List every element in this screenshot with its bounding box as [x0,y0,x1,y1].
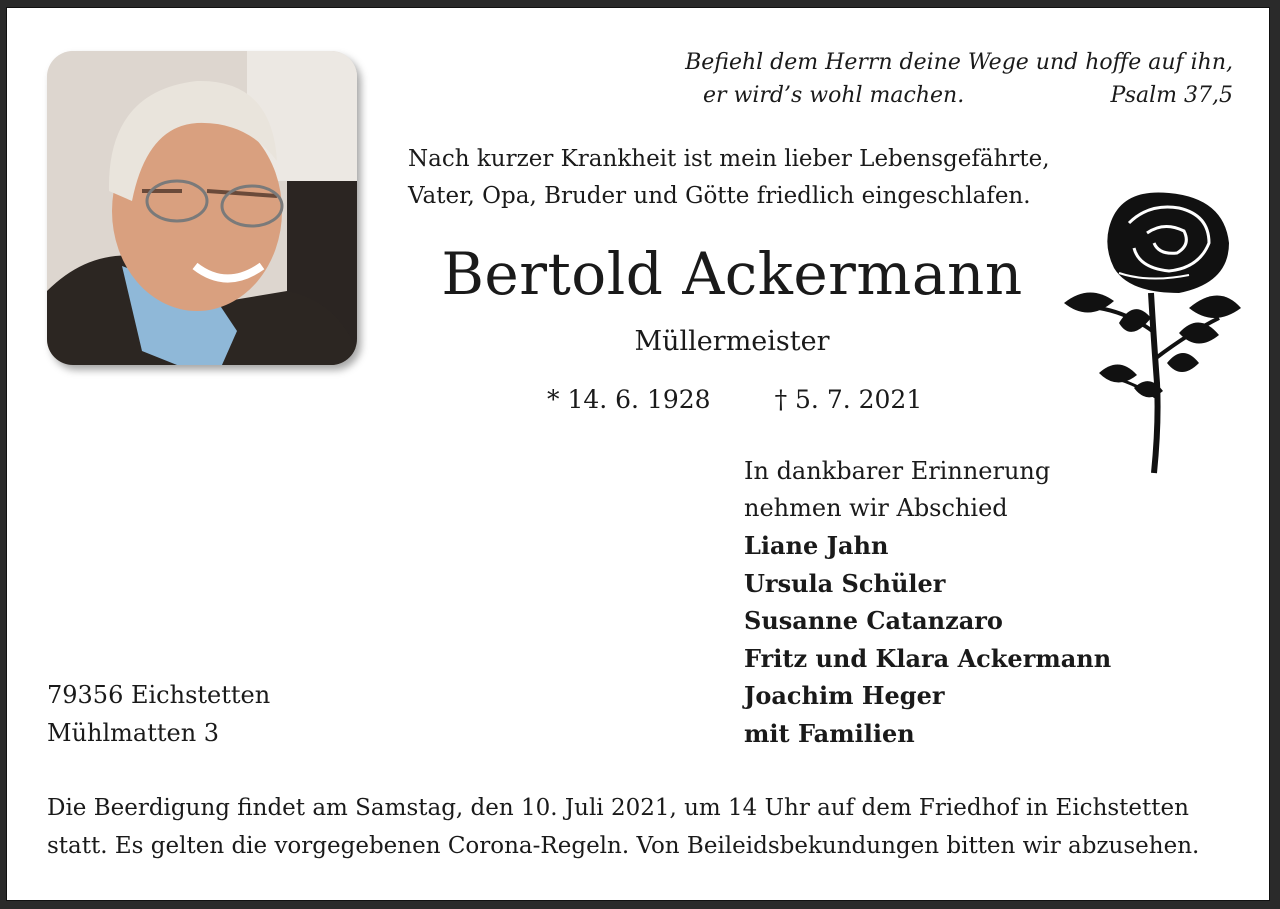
address-city: 79356 Eichstetten [47,681,271,709]
psalm-line-1: Befiehl dem Herrn deine Wege und hoffe auf ihn, [685,50,1233,75]
intro-text [408,141,1088,215]
mourners-list [744,527,1111,752]
psalm-reference: Psalm 37,5 [1110,83,1233,108]
psalm-line-2-row [673,79,1233,112]
psalm-quote [673,46,1233,112]
funeral-line-1: Die Beerdigung findet am Samstag, den 10. Juli 2021, um 14 Uhr auf dem Friedhof in Eichstetten [47,795,1189,821]
remembrance-text [744,453,1050,527]
rose-icon [1059,183,1249,483]
mourner: Liane Jahn [744,531,889,560]
deceased-name: Bertold Ackermann [441,240,1023,308]
address-block [47,676,270,752]
mourner: Fritz und Klara Ackermann [744,643,1112,673]
psalm-line-2: er wird’s wohl machen. [703,83,965,108]
remembrance-line-1: In dankbarer Erinnerung [744,457,1051,485]
mourner: Ursula Schüler [744,568,946,598]
mourner: Joachim Heger [744,681,945,710]
funeral-line-2: statt. Es gelten die vorgegebenen Corona-Regeln. Von Beileidsbekundungen bitten wir abzusehen. [47,833,1200,859]
funeral-info [47,789,1247,865]
intro-line-2: Vater, Opa, Bruder und Götte friedlich eingeschlafen. [408,183,1031,209]
remembrance-line-2: nehmen wir Abschied [744,494,1008,522]
portrait-photo [47,51,357,365]
life-dates [547,385,922,414]
birth-date: * 14. 6. 1928 [547,385,711,414]
deceased-profession: Müllermeister [634,326,830,357]
mourner: Susanne Catanzaro [744,606,1003,635]
obituary-notice [6,7,1270,901]
death-date: † 5. 7. 2021 [774,385,923,414]
address-street: Mühlmatten 3 [47,719,220,747]
mourner: mit Familien [744,718,915,748]
intro-line-1: Nach kurzer Krankheit ist mein lieber Lebensgefährte, [408,146,1050,172]
